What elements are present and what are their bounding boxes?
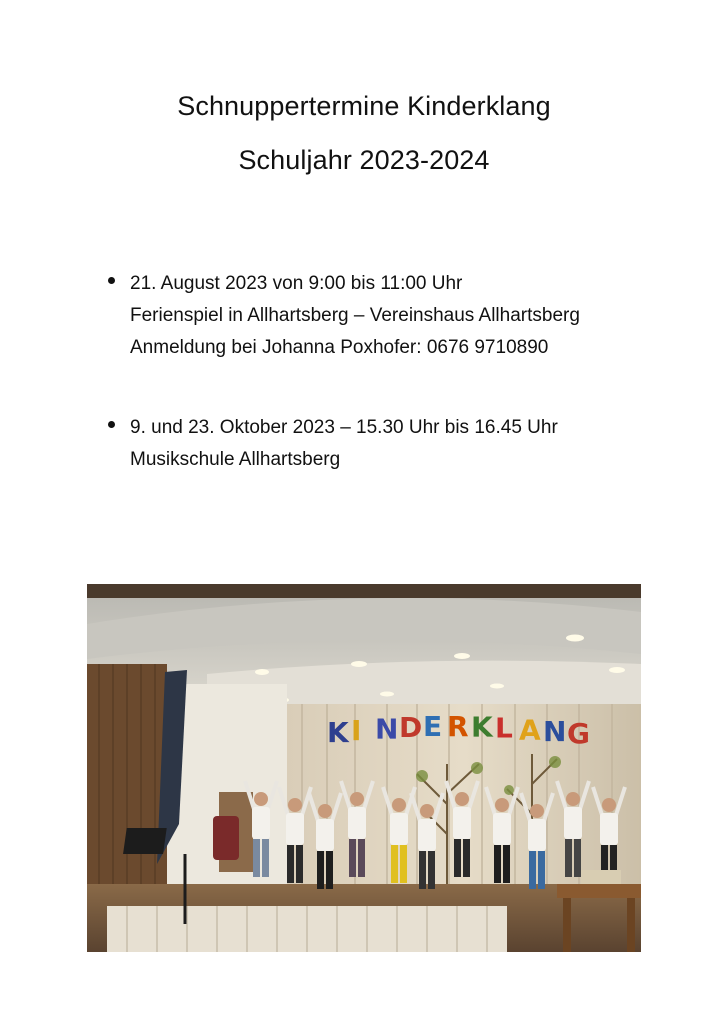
banner-letter: A (519, 713, 541, 747)
date-item (108, 412, 668, 476)
registration-line: Anmeldung bei Johanna Poxhofer: 0676 9710890 (130, 337, 549, 358)
location-line: Musikschule Allhartsberg (130, 449, 341, 470)
date-line: 9. und 23. Oktober 2023 – 15.30 Uhr bis 16.45 Uhr (130, 417, 558, 438)
banner-letter: I (351, 714, 362, 748)
banner-letter: D (399, 710, 423, 744)
banner-letter: K (327, 716, 349, 749)
stage-photo (87, 584, 641, 952)
date-line: 21. August 2023 von 9:00 bis 11:00 Uhr (130, 273, 463, 294)
location-line: Ferienspiel in Allhartsberg – Vereinshaus Allhartsberg (130, 305, 580, 326)
banner-letter: K (471, 710, 493, 744)
document-subtitle: Schuljahr 2023-2024 (238, 145, 490, 175)
document-title: Schnuppertermine Kinderklang (177, 91, 551, 121)
banner-letter: N (375, 712, 399, 746)
banner-letter: R (447, 710, 469, 744)
banner-letter: L (495, 711, 513, 745)
date-item (108, 268, 668, 364)
bullet-icon (108, 277, 115, 284)
banner-letter: E (423, 710, 443, 744)
bullet-icon (108, 421, 115, 428)
date-list (108, 268, 668, 476)
stage-photo-illustration (87, 584, 641, 952)
banner-letter: G (567, 717, 590, 751)
banner-letter: N (543, 715, 567, 749)
